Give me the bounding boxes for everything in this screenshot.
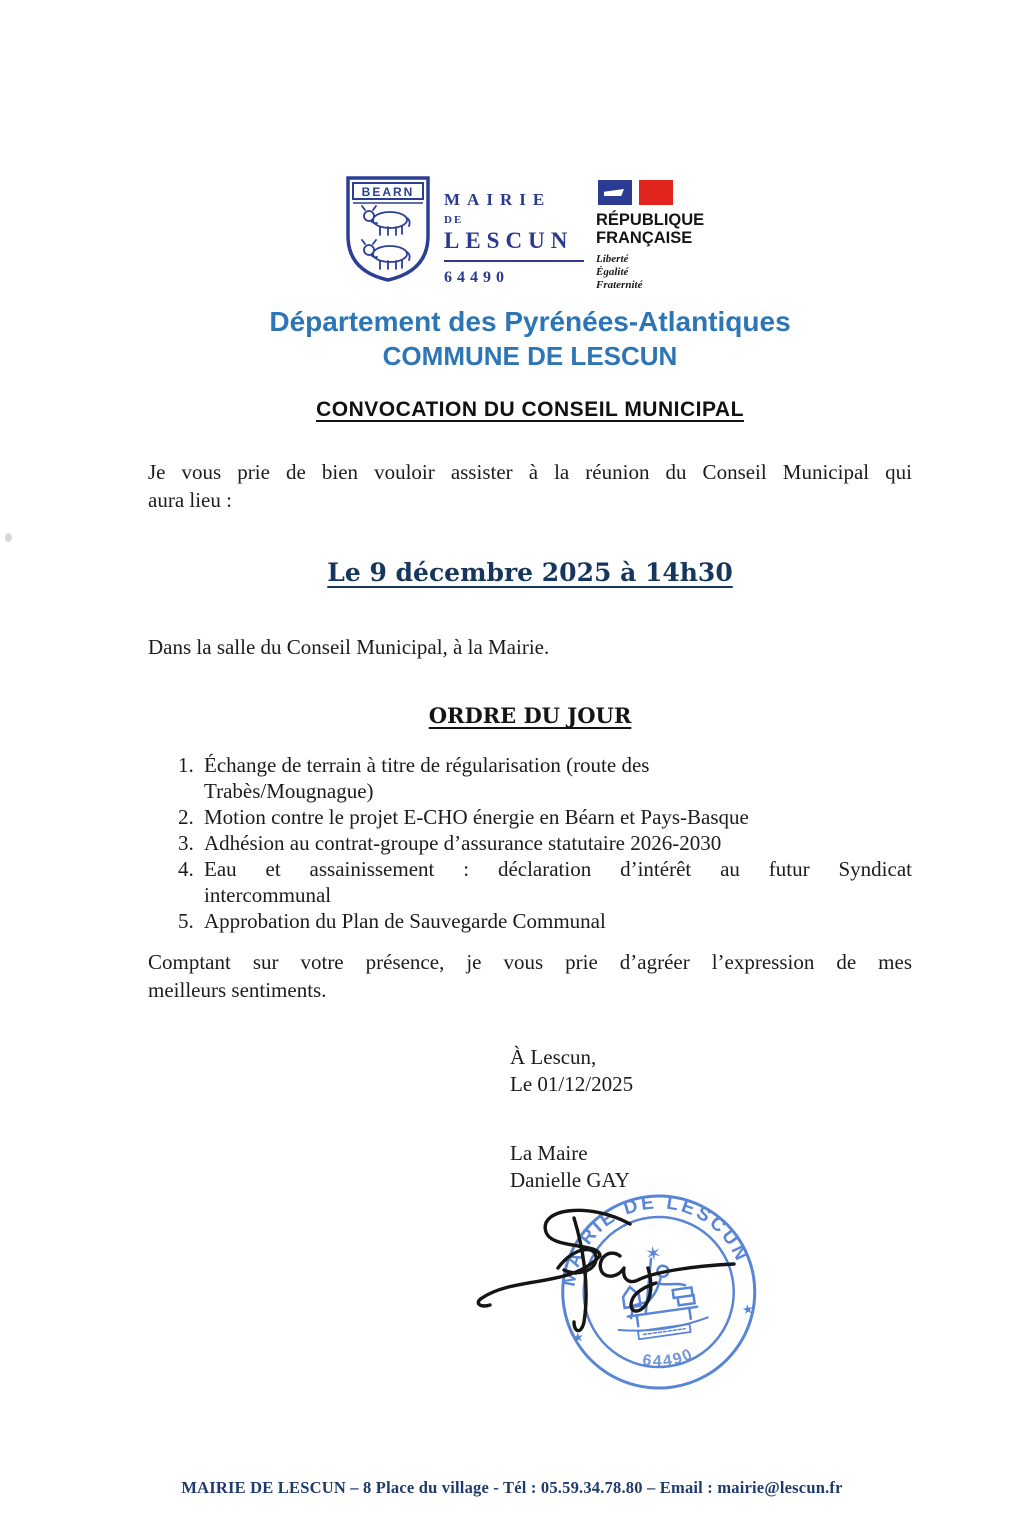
footer-address: MAIRIE DE LESCUN – 8 Place du village - Tél : 05.59.34.78.80 – Email : mairie@lescun.fr: [181, 1478, 843, 1497]
mairie-word: MAIRIE: [444, 190, 552, 209]
divider-rule: [444, 260, 584, 262]
meeting-date-text: Le 9 décembre 2025 à 14h30: [327, 558, 733, 587]
republique-name: [596, 211, 718, 247]
motto-fraternite: Fraternité: [596, 279, 643, 291]
closing-line-1: Comptant sur votre présence, je vous prie d’agréer l’expression de mes: [148, 950, 912, 974]
agenda-item-line: Eau et assainissement : déclaration d’intérêt au futur Syndicat: [204, 857, 912, 881]
closing-line-2: meilleurs sentiments.: [148, 978, 327, 1002]
agenda-item-text: [204, 856, 912, 908]
shield-region-label: BEARN: [361, 185, 415, 199]
stamp-postcode-text: 64490: [641, 1345, 697, 1371]
signature-place-date: [510, 1044, 912, 1098]
convocation-title: [148, 398, 912, 422]
mairie-logo-text: [438, 172, 592, 287]
signer-name: Danielle GAY: [510, 1168, 630, 1192]
motto-egalite: Égalité: [596, 266, 629, 278]
scan-artifact: [5, 533, 12, 542]
agenda-item-text: [204, 752, 912, 804]
stamp-star-right-icon: ★: [741, 1302, 755, 1319]
intro-line-1: Je vous prie de bien vouloir assister à la réunion du Conseil Municipal qui: [148, 460, 912, 484]
agenda-list: [148, 752, 912, 934]
agenda-item-line: Échange de terrain à titre de régularisation (route des: [204, 753, 650, 777]
agenda-title: [148, 703, 912, 728]
intro-paragraph: [148, 458, 912, 514]
signature-date: Le 01/12/2025: [510, 1072, 634, 1096]
flag-blue-block: [598, 180, 632, 205]
agenda-item: [178, 830, 912, 856]
agenda-item-line: Approbation du Plan de Sauvegarde Communal: [204, 909, 606, 933]
stamp-star-left-icon: ★: [571, 1329, 586, 1347]
agenda-item-number: 1.: [178, 753, 194, 777]
agenda-item-line: intercommunal: [204, 883, 332, 907]
meeting-location: Dans la salle du Conseil Municipal, à la Mairie.: [148, 635, 550, 659]
agenda-item-text: [204, 830, 912, 856]
agenda-item-number: 4.: [178, 857, 194, 881]
signature-stamp-area: [148, 1194, 912, 1399]
republique-motto: [596, 253, 718, 292]
departement-title: Département des Pyrénées-Atlantiques: [269, 306, 791, 337]
agenda-item-line: Adhésion au contrat-groupe d’assurance statutaire 2026-2030: [204, 831, 722, 855]
postcode: 64490: [444, 269, 509, 286]
motto-liberte: Liberté: [596, 253, 629, 265]
agenda-item-text: [204, 908, 912, 934]
agenda-item-line: Trabès/Mougnague): [204, 779, 374, 803]
french-flag-icon: [598, 180, 718, 205]
agenda-item-number: 3.: [178, 831, 194, 855]
signature-place: À Lescun,: [510, 1045, 597, 1069]
agenda-item: [178, 752, 912, 804]
stamp-sun-icon: ✶: [643, 1240, 664, 1267]
agenda-item: [178, 804, 912, 830]
agenda-item-number: 5.: [178, 909, 194, 933]
republique-francaise-logo: [596, 172, 718, 292]
convocation-title-text: CONVOCATION DU CONSEIL MUNICIPAL: [316, 398, 744, 421]
closing-paragraph: [148, 948, 912, 1004]
commune-title: COMMUNE DE LESCUN: [382, 341, 678, 371]
agenda-item-line: Motion contre le projet E-CHO énergie en Béarn et Pays-Basque: [204, 805, 749, 829]
agenda-item: [178, 856, 912, 908]
header-logos: [148, 172, 912, 290]
stamp-arc-text: MAIRIE DE LESCUN: [558, 1192, 753, 1288]
lescun-word: LESCUN: [444, 228, 574, 253]
svg-text:64490: [639, 1345, 697, 1374]
agenda-item: [178, 908, 912, 934]
intro-line-2: aura lieu :: [148, 488, 232, 512]
flag-wave-mark: [604, 189, 624, 196]
letter-content: [148, 0, 912, 1399]
signer-role: La Maire: [510, 1141, 588, 1165]
agenda-item-number: 2.: [178, 805, 194, 829]
de-word: DE: [444, 214, 464, 226]
agenda-title-text: ORDRE DU JOUR: [428, 703, 632, 728]
mayor-signature: [470, 1202, 740, 1342]
meeting-date: [148, 558, 912, 587]
republique-line2: FRANÇAISE: [596, 229, 693, 247]
agenda-item-text: [204, 804, 912, 830]
bearn-shield-logo: [342, 172, 434, 286]
flag-red-block: [639, 180, 673, 205]
republique-line1: RÉPUBLIQUE: [596, 211, 705, 229]
